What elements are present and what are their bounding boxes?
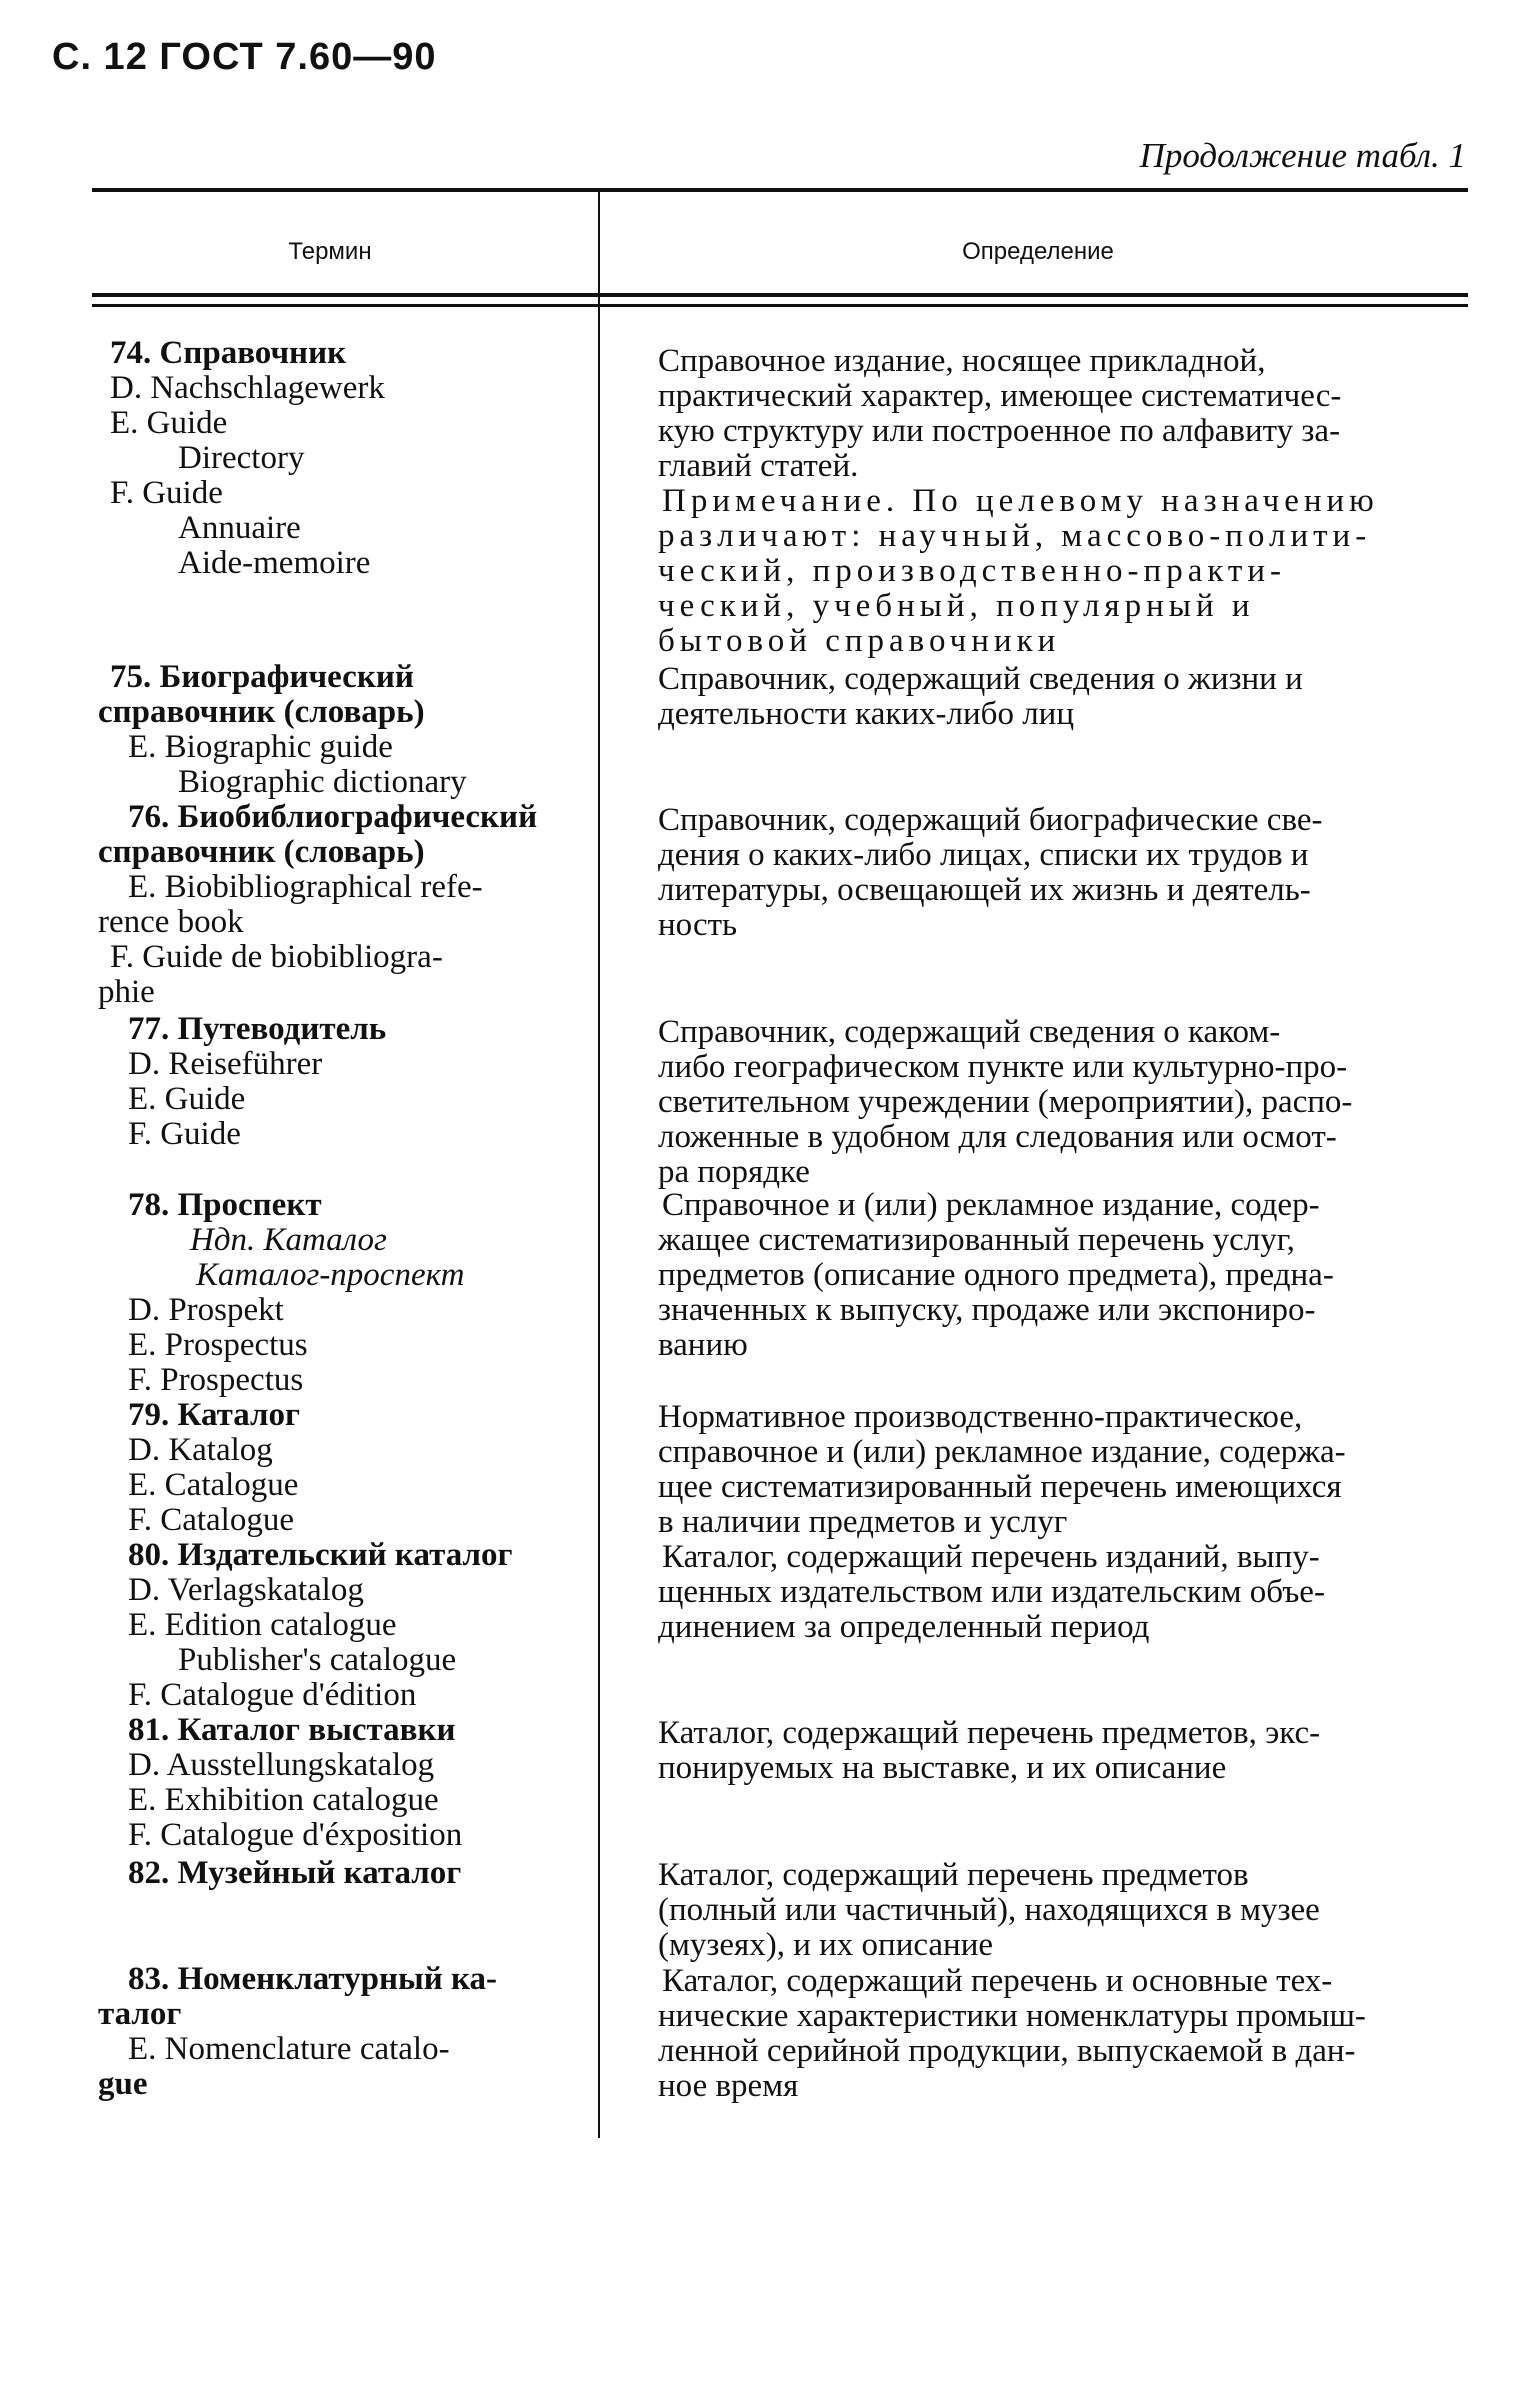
term-french: F. Guide [128,1116,241,1152]
term-entry-75 [98,659,580,800]
definition-line: кую структуру или построенное по алфавиту за- [658,413,1341,449]
column-header-definition: Определение [962,238,1114,265]
term-german: D. Prospekt [128,1292,284,1328]
definition-line: дения о каких-либо лицах, списки их трудов и [658,837,1309,873]
term-english: E. Exhibition catalogue [128,1782,439,1818]
definition-75 [658,662,1466,732]
term-french: Aide-memoire [178,545,371,581]
definition-line: ванию [658,1327,748,1363]
term-english: E. Prospectus [128,1327,308,1363]
definition-line: в наличии предметов и услуг [658,1504,1068,1540]
definition-line: предметов (описание одного предмета), предна- [658,1257,1334,1293]
definition-line: (музеях), и их описание [658,1927,994,1963]
definition-line: Справочное и (или) рекламное издание, содер- [662,1187,1320,1223]
column-header-term: Термин [288,238,372,265]
term-title: 80. Издательский каталог [128,1537,513,1573]
definition-line: жащее систематизированный перечень услуг, [658,1222,1295,1258]
term-english: E. Biographic guide [128,729,393,765]
term-entry-78 [110,1188,580,1398]
term-english: E. Guide [110,405,228,441]
definition-83 [658,1964,1466,2104]
definition-line: либо географическом пункте или культурно-про- [658,1049,1348,1085]
table-header-rule-second [92,304,1468,307]
definition-line: нические характеристики номенклатуры промыш- [658,1998,1366,2034]
definition-line: справочное и (или) рекламное издание, содержа- [658,1434,1346,1470]
term-title: 77. Путеводитель [128,1011,387,1047]
definition-81 [658,1716,1466,1786]
term-title: 82. Музейный каталог [128,1855,462,1891]
definition-line: Справочник, содержащий сведения о жизни и [658,661,1303,697]
term-deprecated: Каталог-проспект [196,1257,465,1293]
term-french: F. Catalogue d'éxposition [128,1817,463,1853]
definition-line: светительном учреждении (мероприятии), распо- [658,1084,1353,1120]
definition-82 [658,1858,1466,1963]
note-line: бытовой справочники [658,623,1061,659]
term-title: 81. Каталог выставки [128,1712,456,1748]
definition-76 [658,803,1466,943]
definition-77 [658,1015,1466,1190]
term-english: rence book [98,904,244,940]
definition-line: ленной серийной продукции, выпускаемой в дан- [658,2033,1356,2069]
term-title: справочник (словарь) [98,834,425,870]
definition-line: литературы, освещающей их жизнь и деятель- [658,872,1311,908]
term-title: 78. Проспект [128,1187,322,1223]
term-english: Publisher's catalogue [178,1642,457,1678]
term-english: E. Nomenclature catalo- [128,2031,450,2067]
note-line: ческий, учебный, популярный и [658,588,1255,624]
term-title: 75. Биографический [110,659,414,695]
table-header-rule [92,293,1468,297]
definition-line: понируемых на выставке, и их описание [658,1750,1227,1786]
definition-80 [658,1540,1466,1645]
term-french: Annuaire [178,510,301,546]
page-header: С. 12 ГОСТ 7.60—90 [52,36,437,78]
term-entry-77 [110,1012,580,1152]
term-french: F. Guide [110,475,223,511]
term-entry-79 [110,1398,580,1538]
term-french: F. Prospectus [128,1362,304,1398]
term-entry-74 [110,336,580,581]
definition-line: Каталог, содержащий перечень изданий, выпу- [662,1539,1320,1575]
definition-line: ра порядке [658,1154,810,1190]
definition-74 [658,344,1466,659]
term-german: D. Verlagskatalog [128,1572,364,1608]
definition-line: Справочник, содержащий биографические све- [658,802,1323,838]
term-title: 76. Биобиблиографический [128,799,538,835]
definition-line: ложенные в удобном для следования или осмот- [658,1119,1337,1155]
definition-line: Справочное издание, носящее прикладной, [658,343,1266,379]
note-line: ческий, производственно-практи- [658,553,1287,589]
term-entry-81 [110,1713,580,1853]
definition-line: щенных издательством или издательским объе- [658,1574,1325,1610]
term-title: справочник (словарь) [98,694,425,730]
definition-79 [658,1400,1466,1540]
term-entry-83 [98,1961,580,2102]
term-german: D. Ausstellungskatalog [128,1747,435,1783]
table-top-rule [92,188,1468,192]
note-line: различают: научный, массово-полити- [658,518,1372,554]
definition-line: деятельности каких-либо лиц [658,696,1074,732]
definition-line: Нормативное производственно-практическое, [658,1399,1303,1435]
term-entry-76 [98,799,580,1010]
definition-line: значенных к выпуску, продаже или экспониро- [658,1292,1316,1328]
term-french: F. Catalogue d'édition [128,1677,417,1713]
column-divider [598,188,600,2138]
term-title: талог [98,1996,182,2032]
term-deprecated: Ндп. Каталог [190,1222,387,1258]
term-german: D. Katalog [128,1432,273,1468]
term-english: E. Edition catalogue [128,1607,397,1643]
definition-line: практический характер, имеющее систематичес- [658,378,1342,414]
definition-line: ность [658,907,738,943]
definition-line: Каталог, содержащий перечень и основные тех- [662,1963,1333,1999]
definition-line: Каталог, содержащий перечень предметов [658,1857,1249,1893]
table-continuation-label: Продолжение табл. 1 [1139,136,1466,175]
term-title: 79. Каталог [128,1397,301,1433]
term-english: E. Catalogue [128,1467,299,1503]
definition-line: щее систематизированный перечень имеющихся [658,1469,1342,1505]
term-entry-82 [110,1856,580,1891]
term-title: 74. Справочник [110,335,347,371]
term-english: gue [98,2066,148,2102]
term-english: Directory [178,440,305,476]
term-french: F. Catalogue [128,1502,294,1538]
term-english: E. Guide [128,1081,246,1117]
definition-line: Каталог, содержащий перечень предметов, экс- [658,1715,1321,1751]
term-german: D. Nachschlagewerk [110,370,385,406]
term-entry-80 [110,1538,580,1713]
note-line: Примечание. По целевому назначению [662,483,1379,519]
term-french: F. Guide de biobibliogra- [110,939,443,975]
term-french: phie [98,974,155,1010]
term-title: 83. Номенклатурный ка- [128,1961,498,1997]
term-english: Biographic dictionary [178,764,467,800]
definition-line: главий статей. [658,448,859,484]
definition-line: Справочник, содержащий сведения о каком- [658,1014,1281,1050]
definition-78 [658,1188,1466,1363]
term-english: E. Biobibliographical refe- [128,869,483,905]
definition-line: (полный или частичный), находящихся в музее [658,1892,1320,1928]
term-german: D. Reiseführer [128,1046,323,1082]
definition-line: динением за определенный период [658,1609,1150,1645]
definition-line: ное время [658,2068,799,2104]
